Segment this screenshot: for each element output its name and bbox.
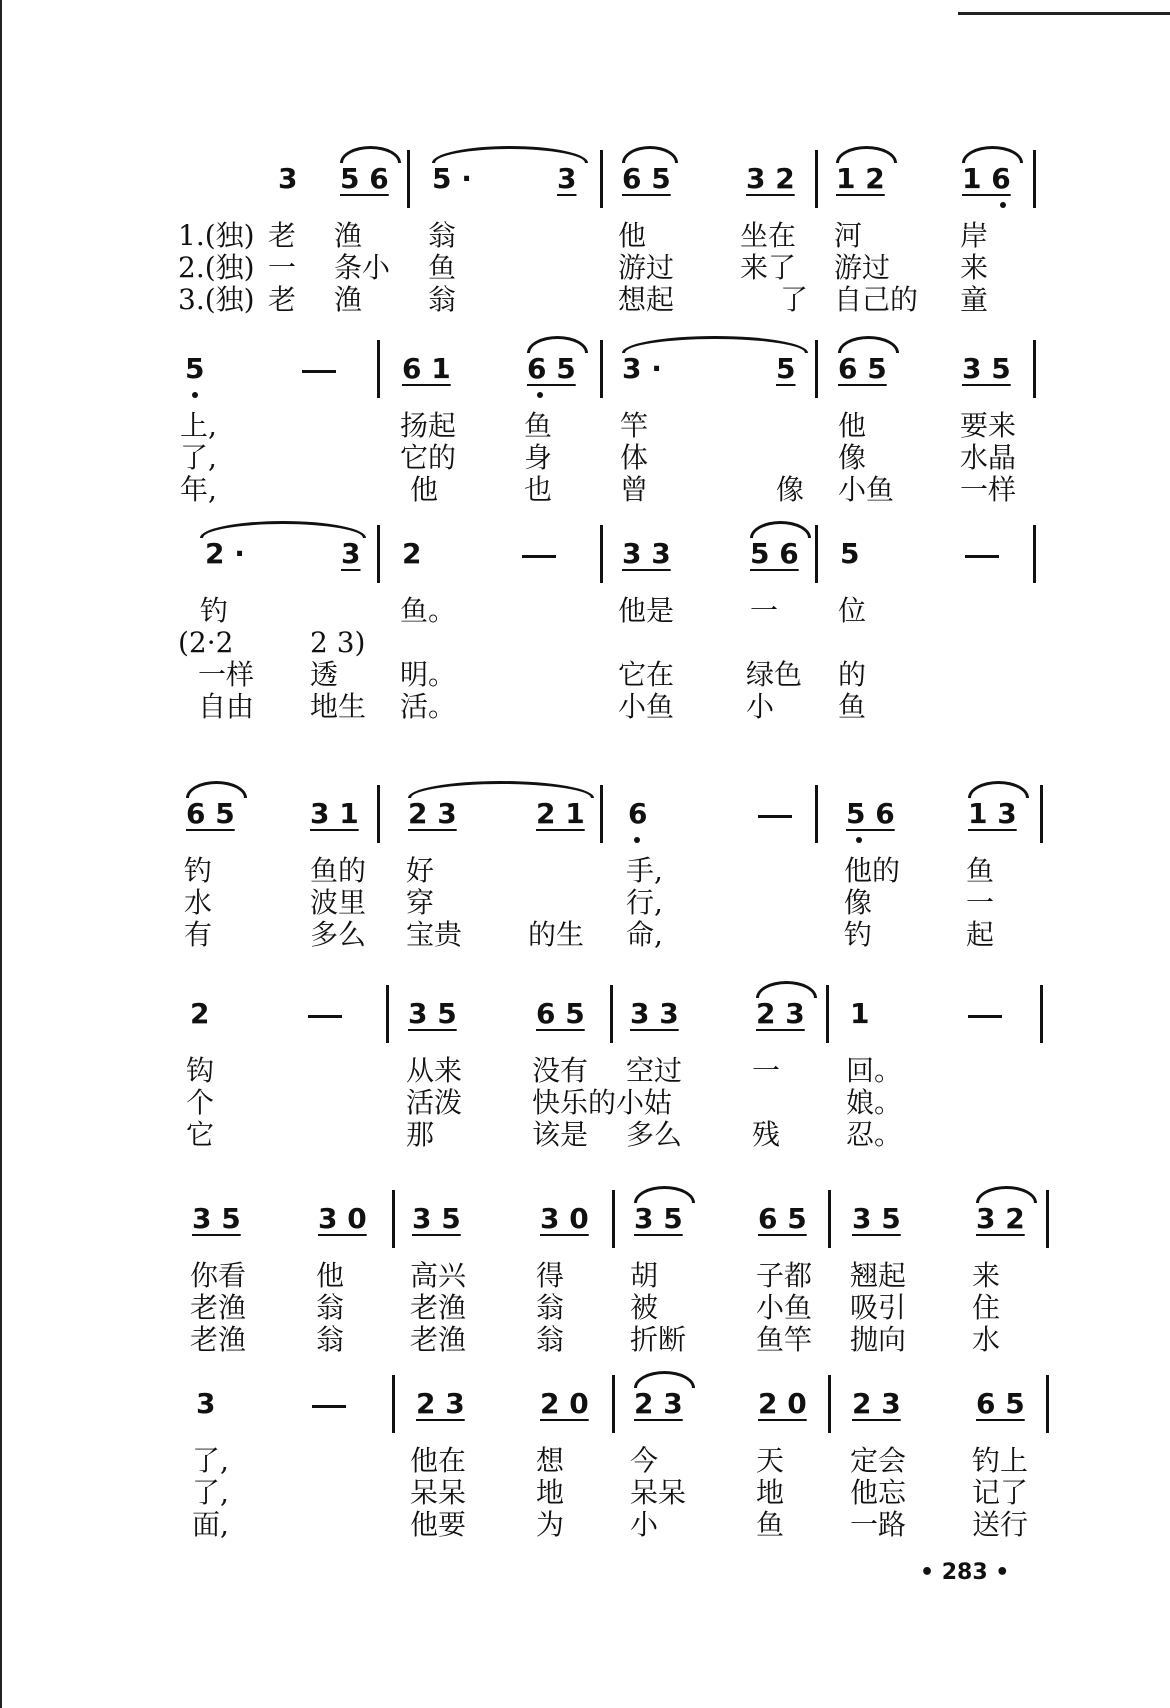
lyric-syllable: 坐在 xyxy=(740,219,797,252)
note-group: 2 3 xyxy=(852,1387,901,1420)
lyric-syllable: 鱼竿 xyxy=(756,1323,813,1356)
lyric-syllable: 该是 xyxy=(532,1118,589,1151)
lyric-syllable: 他 xyxy=(316,1259,345,1292)
lyric-syllable: 被 xyxy=(630,1291,659,1324)
lyric-syllable: 翁 xyxy=(428,219,457,252)
page-number: • 283 • xyxy=(920,1560,1010,1585)
lyric-syllable: 吸引 xyxy=(850,1291,907,1324)
lyric-syllable: 折断 xyxy=(630,1323,687,1356)
lyric-syllable: 一路 xyxy=(850,1508,907,1541)
bar-line xyxy=(600,150,603,208)
note-group: 6 5 xyxy=(536,997,585,1030)
lyric-syllable: 老渔 xyxy=(190,1323,247,1356)
sustain-dash xyxy=(312,1405,346,1408)
sustain-dash xyxy=(308,1015,342,1018)
score-system xyxy=(0,1190,1170,1375)
lyric-syllable: 曾 xyxy=(620,473,649,506)
lyric-syllable: 翁 xyxy=(536,1323,565,1356)
lyric-syllable: 鱼 xyxy=(966,854,995,887)
bar-line xyxy=(815,525,818,583)
bar-line xyxy=(1033,340,1036,398)
note-group: 2 1 xyxy=(536,797,585,830)
note-group: 2 xyxy=(190,997,210,1030)
lyric-syllable: 鱼 xyxy=(756,1508,785,1541)
score-system xyxy=(0,785,1170,985)
bar-line xyxy=(828,1190,831,1248)
lyric-syllable: 竿 xyxy=(620,409,649,442)
lyric-syllable: 身 xyxy=(524,441,553,474)
lyric-syllable: 小 xyxy=(630,1508,659,1541)
lyric-syllable: 娘。 xyxy=(846,1086,903,1119)
lyric-syllable: 它在 xyxy=(618,658,675,691)
lyric-syllable: 了, xyxy=(192,1476,229,1509)
lyric-syllable: 钓 xyxy=(844,918,873,951)
lyric-syllable: 送行 xyxy=(972,1508,1029,1541)
lyric-syllable: 子都 xyxy=(756,1259,813,1292)
lyric-syllable: 鱼 xyxy=(428,251,457,284)
lyric-syllable: 小鱼 xyxy=(756,1291,813,1324)
score-system xyxy=(0,985,1170,1190)
note-group: 3 0 xyxy=(540,1202,589,1235)
lyric-syllable: 上, xyxy=(180,409,217,442)
lyric-syllable: 年, xyxy=(180,473,217,506)
lyric-syllable: 位 xyxy=(838,594,867,627)
lyric-syllable: 今 xyxy=(630,1444,659,1477)
lyric-syllable: 活泼 xyxy=(406,1086,463,1119)
lyric-syllable: 从来 xyxy=(406,1054,463,1087)
note-group: 2 3 xyxy=(634,1387,683,1420)
lyric-syllable: 呆呆 xyxy=(410,1476,467,1509)
note-group: 3 5 xyxy=(852,1202,901,1235)
note-group: 5 6 xyxy=(340,162,389,195)
note-group: 5 · xyxy=(432,162,472,195)
lyric-syllable: 钓 xyxy=(184,854,213,887)
lyric-syllable: 鱼的 xyxy=(310,854,367,887)
bar-line xyxy=(392,1375,395,1433)
note-group: 3 3 xyxy=(622,537,671,570)
lyric-syllable: 想起 xyxy=(618,283,675,316)
tie-slur xyxy=(622,146,678,163)
note-group: 6 5 xyxy=(838,352,887,385)
note-group: 3 xyxy=(557,162,577,195)
lyric-syllable: 了 xyxy=(780,283,809,316)
lyric-syllable: 渔 xyxy=(334,219,363,252)
lyric-syllable: 快乐的小姑 xyxy=(532,1086,673,1119)
bar-line xyxy=(377,340,380,398)
lyric-syllable: 呆呆 xyxy=(630,1476,687,1509)
bar-line xyxy=(815,785,818,843)
note-group: 3 5 xyxy=(412,1202,461,1235)
lyric-syllable: 他是 xyxy=(618,594,675,627)
lyric-syllable: 2 3) xyxy=(310,626,366,659)
lyric-syllable: 钓上 xyxy=(972,1444,1029,1477)
lyric-syllable: 河 xyxy=(834,219,863,252)
page-edge-top xyxy=(958,0,1170,15)
bar-line xyxy=(386,985,389,1043)
lyric-syllable: 天 xyxy=(756,1444,785,1477)
note-group: 1 6 xyxy=(962,162,1011,195)
note-group: 5 6 xyxy=(750,537,799,570)
lyric-syllable: 得 xyxy=(536,1259,565,1292)
score-system xyxy=(0,150,1170,340)
note-group: 6 1 xyxy=(402,352,451,385)
lyric-syllable: 它的 xyxy=(400,441,457,474)
lyric-syllable: 好 xyxy=(406,854,435,887)
bar-line xyxy=(600,340,603,398)
lyric-syllable: 的生 xyxy=(528,918,585,951)
lyric-syllable: 翘起 xyxy=(850,1259,907,1292)
lyric-syllable: 来 xyxy=(960,251,989,284)
lyric-syllable: 住 xyxy=(972,1291,1001,1324)
note-group: 3 xyxy=(278,162,298,195)
note-group: 3 1 xyxy=(310,797,359,830)
note-group: 3 0 xyxy=(318,1202,367,1235)
bar-line xyxy=(1033,525,1036,583)
lyric-syllable: 有 xyxy=(184,918,213,951)
lyric-syllable: 老渔 xyxy=(190,1291,247,1324)
lyric-syllable: 水 xyxy=(972,1323,1001,1356)
lyric-syllable: 定会 xyxy=(850,1444,907,1477)
lyric-syllable: 没有 xyxy=(532,1054,589,1087)
lyric-syllable: 翁 xyxy=(536,1291,565,1324)
note-group: 3 2 xyxy=(976,1202,1025,1235)
note-group: 1 3 xyxy=(968,797,1017,830)
lyric-syllable: 鱼 xyxy=(524,409,553,442)
note-group: 6 5 xyxy=(976,1387,1025,1420)
lyric-syllable: 为 xyxy=(536,1508,565,1541)
lyric-syllable: 老渔 xyxy=(410,1323,467,1356)
note-group: 6 5 xyxy=(186,797,235,830)
lyric-syllable: 扬起 xyxy=(400,409,457,442)
note-group: 3 · xyxy=(622,352,662,385)
lyric-syllable: 像 xyxy=(838,441,867,474)
lyric-syllable: 来了 xyxy=(740,251,797,284)
lyric-syllable: 起 xyxy=(966,918,995,951)
lyric-syllable: 忍。 xyxy=(846,1118,903,1151)
note-group: 5 xyxy=(185,352,205,385)
lyric-syllable: 条小 xyxy=(334,251,391,284)
bar-line xyxy=(815,150,818,208)
lyric-syllable: 高兴 xyxy=(410,1259,467,1292)
bar-line xyxy=(612,1375,615,1433)
lyric-syllable: 了, xyxy=(180,441,217,474)
note-group: 3 5 xyxy=(962,352,1011,385)
lyric-syllable: 水晶 xyxy=(960,441,1017,474)
lyric-syllable: 他 xyxy=(838,409,867,442)
lyric-syllable: 想 xyxy=(536,1444,565,1477)
lyric-syllable: 老 xyxy=(268,219,297,252)
lyric-syllable: 回。 xyxy=(846,1054,903,1087)
lyric-syllable: 要来 xyxy=(960,409,1017,442)
lyric-syllable: 明。 xyxy=(400,658,457,691)
note-group: 2 xyxy=(402,537,422,570)
lyric-syllable: 你看 xyxy=(190,1259,247,1292)
lyric-syllable: 小 xyxy=(746,690,775,723)
lyric-syllable: 翁 xyxy=(316,1291,345,1324)
sustain-dash xyxy=(968,1015,1002,1018)
lyric-syllable: 个 xyxy=(186,1086,215,1119)
lyric-syllable: 游过 xyxy=(834,251,891,284)
tie-slur xyxy=(836,146,897,163)
lyric-syllable: 活。 xyxy=(400,690,457,723)
lyric-syllable: 记了 xyxy=(972,1476,1029,1509)
note-group: 3 2 xyxy=(746,162,795,195)
lyric-syllable: 像 xyxy=(776,473,805,506)
lyric-syllable: 他 xyxy=(618,219,647,252)
bar-line xyxy=(826,985,829,1043)
lyric-syllable: 地生 xyxy=(310,690,367,723)
lyric-syllable: 它 xyxy=(186,1118,215,1151)
sustain-dash xyxy=(965,555,999,558)
note-group: 6 5 xyxy=(758,1202,807,1235)
lyric-syllable: (2·2 xyxy=(178,626,234,659)
lyric-syllable: 的 xyxy=(838,658,867,691)
octave-dot xyxy=(192,392,198,398)
sustain-dash xyxy=(758,815,792,818)
note-group: 5 xyxy=(840,537,860,570)
sustain-dash xyxy=(522,555,556,558)
note-group: 5 xyxy=(776,352,796,385)
lyric-syllable: 胡 xyxy=(630,1259,659,1292)
note-group: 2 3 xyxy=(756,997,805,1030)
lyric-syllable: 鱼 xyxy=(838,690,867,723)
octave-dot xyxy=(856,837,862,843)
note-group: 2 0 xyxy=(758,1387,807,1420)
bar-line xyxy=(1046,1375,1049,1433)
bar-line xyxy=(612,1190,615,1248)
lyric-syllable: 面, xyxy=(192,1508,229,1541)
note-group: 3 xyxy=(196,1387,216,1420)
lyric-syllable: 他 xyxy=(410,473,439,506)
lyric-syllable: 他在 xyxy=(410,1444,467,1477)
lyric-syllable: 自由 xyxy=(198,690,255,723)
lyric-syllable: 小鱼 xyxy=(618,690,675,723)
lyric-syllable: 了, xyxy=(192,1444,229,1477)
note-group: 2 3 xyxy=(408,797,457,830)
lyric-syllable: 透 xyxy=(310,658,339,691)
note-group: 5 6 xyxy=(846,797,895,830)
lyric-syllable: 多么 xyxy=(310,918,367,951)
bar-line xyxy=(600,525,603,583)
lyric-syllable: 他忘 xyxy=(850,1476,907,1509)
lyric-syllable: 也 xyxy=(524,473,553,506)
lyric-syllable: 钩 xyxy=(186,1054,215,1087)
octave-dot xyxy=(634,837,640,843)
lyric-syllable: 命, xyxy=(626,918,663,951)
lyric-syllable: 宝贵 xyxy=(406,918,463,951)
lyric-syllable: 渔 xyxy=(334,283,363,316)
lyric-syllable: 2.(独) xyxy=(178,251,255,284)
lyric-syllable: 一 xyxy=(752,1054,781,1087)
octave-dot xyxy=(1000,202,1006,208)
lyric-syllable: 老渔 xyxy=(410,1291,467,1324)
bar-line xyxy=(1033,150,1036,208)
lyric-syllable: 自己的 xyxy=(834,283,919,316)
note-group: 1 2 xyxy=(836,162,885,195)
lyric-syllable: 翁 xyxy=(428,283,457,316)
tie-slur xyxy=(432,146,588,163)
note-group: 6 5 xyxy=(622,162,671,195)
bar-line xyxy=(1040,785,1043,843)
tie-slur xyxy=(962,146,1023,163)
lyric-syllable: 来 xyxy=(972,1259,1001,1292)
score-system xyxy=(0,1375,1170,1555)
lyric-syllable: 钓 xyxy=(200,594,229,627)
lyric-syllable: 抛向 xyxy=(850,1323,907,1356)
note-group: 6 5 xyxy=(527,352,576,385)
lyric-syllable: 水 xyxy=(184,886,213,919)
lyric-syllable: 那 xyxy=(406,1118,435,1151)
lyric-syllable: 地 xyxy=(756,1476,785,1509)
lyric-syllable: 行, xyxy=(626,886,663,919)
note-group: 3 xyxy=(341,537,361,570)
bar-line xyxy=(1040,985,1043,1043)
lyric-syllable: 穿 xyxy=(406,886,435,919)
score-system xyxy=(0,525,1170,785)
lyric-syllable: 小鱼 xyxy=(838,473,895,506)
lyric-syllable: 像 xyxy=(844,886,873,919)
bar-line xyxy=(377,525,380,583)
lyric-syllable: 手, xyxy=(626,854,663,887)
bar-line xyxy=(828,1375,831,1433)
lyric-syllable: 体 xyxy=(620,441,649,474)
lyric-syllable: 翁 xyxy=(316,1323,345,1356)
note-group: 2 0 xyxy=(540,1387,589,1420)
lyric-syllable: 一 xyxy=(750,594,779,627)
lyric-syllable: 波里 xyxy=(310,886,367,919)
bar-line xyxy=(815,340,818,398)
note-group: 3 5 xyxy=(408,997,457,1030)
lyric-syllable: 游过 xyxy=(618,251,675,284)
lyric-syllable: 他的 xyxy=(844,854,901,887)
note-group: 6 xyxy=(628,797,648,830)
lyric-syllable: 空过 xyxy=(626,1054,683,1087)
lyric-syllable: 老 xyxy=(268,283,297,316)
note-group: 3 5 xyxy=(634,1202,683,1235)
octave-dot xyxy=(537,392,543,398)
lyric-syllable: 一样 xyxy=(198,658,255,691)
bar-line xyxy=(1046,1190,1049,1248)
lyric-syllable: 岸 xyxy=(960,219,989,252)
lyric-syllable: 地 xyxy=(536,1476,565,1509)
note-group: 1 xyxy=(850,997,870,1030)
bar-line xyxy=(392,1190,395,1248)
bar-line xyxy=(407,150,410,208)
lyric-syllable: 绿色 xyxy=(746,658,803,691)
lyric-syllable: 一样 xyxy=(960,473,1017,506)
lyric-syllable: 多么 xyxy=(626,1118,683,1151)
score-system xyxy=(0,340,1170,525)
lyric-syllable: 一 xyxy=(966,886,995,919)
note-group: 3 3 xyxy=(630,997,679,1030)
lyric-syllable: 1.(独) xyxy=(178,219,255,252)
lyric-syllable: 一 xyxy=(268,251,297,284)
lyric-syllable: 残 xyxy=(752,1118,781,1151)
tie-slur xyxy=(340,146,401,163)
note-group: 2 · xyxy=(205,537,245,570)
bar-line xyxy=(610,985,613,1043)
lyric-syllable: 童 xyxy=(960,283,989,316)
lyric-syllable: 3.(独) xyxy=(178,283,255,316)
note-group: 3 5 xyxy=(192,1202,241,1235)
lyric-syllable: 鱼。 xyxy=(400,594,457,627)
bar-line xyxy=(600,785,603,843)
note-group: 2 3 xyxy=(416,1387,465,1420)
lyric-syllable: 他要 xyxy=(410,1508,467,1541)
bar-line xyxy=(377,785,380,843)
sustain-dash xyxy=(302,370,336,373)
